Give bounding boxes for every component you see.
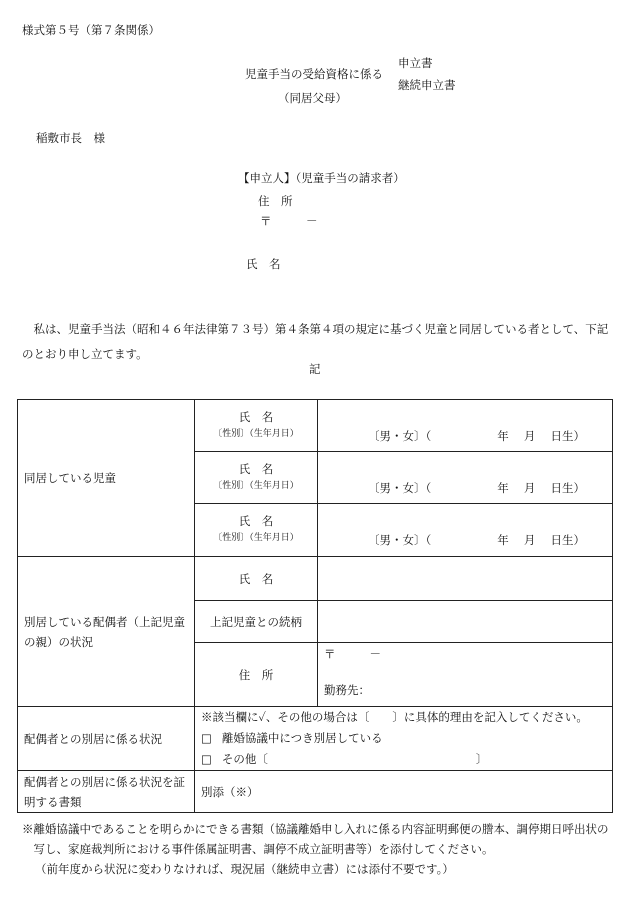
child-name-label: 氏 名 — [238, 461, 274, 476]
separation-content — [195, 707, 613, 771]
child-3-labels — [195, 504, 318, 557]
spouse-postal-dash: － — [369, 647, 381, 661]
spouse-name-label: 氏 名 — [195, 557, 318, 601]
spouse-relation-input[interactable] — [318, 601, 613, 643]
spouse-label: 別居している配偶者（上記児童の親）の状況 — [18, 557, 195, 707]
proof-row — [18, 771, 613, 813]
form-table — [17, 399, 613, 813]
spouse-name-row — [18, 557, 613, 601]
child-sub-label: 〔性別〕（生年月日） — [213, 480, 299, 491]
title-option-continuation: 継続申立書 — [398, 78, 456, 92]
note-attachment: ※離婚協議中であることを明らかにできる書類（協議離婚申し入れに係る内容証明郵便の謄本、調停期日呼出状の写し、家庭裁判所における事件係属証明書、調停不成立証明書等）を添付してください。 — [22, 822, 609, 856]
option-other-close: 〕 — [475, 752, 488, 766]
checkbox-divorce-negotiation[interactable]: □ — [201, 731, 212, 745]
ki-heading: 記 — [309, 362, 321, 376]
spouse-work-label: 勤務先： — [324, 683, 370, 697]
children-label: 同居している児童 — [18, 400, 195, 557]
checkbox-other[interactable]: □ — [201, 752, 212, 766]
addressee: 稲敷市長 様 — [36, 131, 105, 145]
separation-instruction: ※該当欄に✓、その他の場合は〔 〕に具体的理由を記入してください。 — [201, 710, 588, 724]
note-continuation: （前年度から状況に変わりなければ、現況届（継続申立書）には添付不要です。） — [35, 862, 454, 876]
child-1-input[interactable] — [318, 400, 613, 452]
child-birth-date[interactable]: 年 月 日生） — [497, 480, 586, 495]
child-2-labels — [195, 452, 318, 504]
spouse-postal-mark: 〒 — [324, 647, 336, 661]
separation-row — [18, 707, 613, 771]
option-divorce-negotiation: 離婚協議中につき別居している — [221, 731, 383, 745]
spouse-relation-label: 上記児童との続柄 — [195, 601, 318, 643]
separation-label: 配偶者との別居に係る状況 — [18, 707, 195, 771]
child-row — [18, 400, 613, 452]
proof-value: 別添（※） — [195, 771, 613, 813]
option-other: その他〔 — [221, 752, 268, 766]
child-gender[interactable]: 〔男・女〕（ — [368, 480, 432, 495]
child-gender[interactable]: 〔男・女〕（ — [368, 428, 432, 443]
form-number: 様式第５号（第７条関係） — [22, 23, 160, 37]
child-birth-date[interactable]: 年 月 日生） — [497, 533, 586, 547]
child-3-input[interactable] — [318, 504, 613, 557]
child-name-label: 氏 名 — [238, 409, 274, 424]
proof-label: 配偶者との別居に係る状況を証明する書類 — [18, 771, 195, 813]
applicant-postal-dash: － — [306, 214, 318, 228]
child-gender[interactable]: 〔男・女〕（ — [368, 533, 432, 547]
child-sub-label: 〔性別〕（生年月日） — [213, 533, 299, 543]
child-birth-date[interactable]: 年 月 日生） — [497, 428, 586, 443]
statement-text: 私は、児童手当法（昭和４６年法律第７３号）第４条第４項の規定に基づく児童と同居している者として、下記のとおり申し立てます。 — [22, 322, 609, 361]
document-title: 児童手当の受給資格に係る — [245, 67, 383, 81]
spouse-address-label: 住 所 — [195, 643, 318, 707]
spouse-address-input[interactable] — [318, 643, 613, 707]
document-subtitle: （同居父母） — [278, 91, 347, 105]
applicant-postal-mark: 〒 — [260, 214, 272, 228]
applicant-name-label: 氏 名 — [246, 257, 281, 271]
applicant-heading: 【申立人】（児童手当の請求者） — [238, 171, 405, 185]
child-1-labels — [195, 400, 318, 452]
child-name-label: 氏 名 — [238, 514, 274, 528]
child-sub-label: 〔性別〕（生年月日） — [213, 428, 299, 439]
child-2-input[interactable] — [318, 452, 613, 504]
spouse-name-input[interactable] — [318, 557, 613, 601]
notes — [22, 819, 617, 879]
applicant-address-label: 住 所 — [258, 194, 293, 208]
title-option-application: 申立書 — [398, 56, 433, 70]
